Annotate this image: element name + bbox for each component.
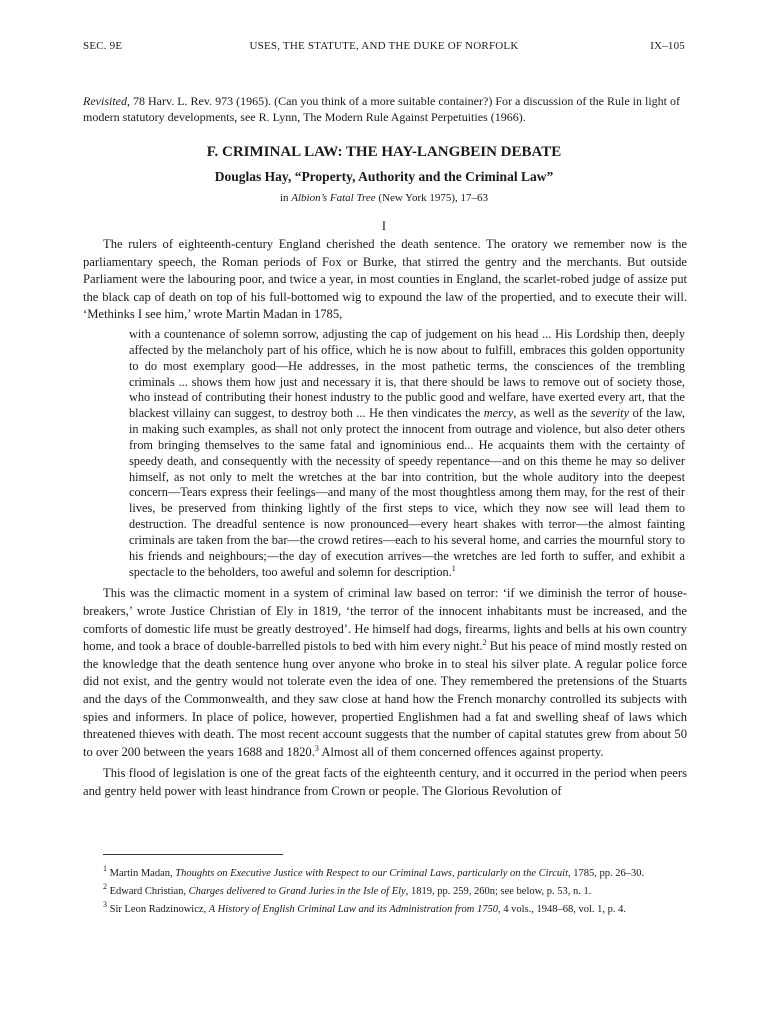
source-citation: in Albion’s Fatal Tree (New York 1975), 17–63: [279, 192, 489, 204]
source-title: Albion’s Fatal Tree: [291, 192, 376, 204]
madan-quote: with a countenance of solemn sorrow, adjusting the cap of judgement on his head ... His Lordship then, deeply affected by the melancholy part of his office, which he is now about to fulfill, embraces this golden opportunity to do most exemplary good—He addresses, in the most pathetic terms, the consciences of the trembling criminals ... shows them how just and necessary it is, that there should be laws to remove out of society those, who instead of contributing their honest industry to the public good and welfare, have exerted every art, that the blackest villainy can suggest, to destroy both ... He then vindicates the mercy, as well as the severity of the law, in making such examples, as shall not only protect the innocent from outrage and violence, but also deter others from bringing themselves to the same fatal and ignominious end... He acquaints them with the certainty of speedy death, and consequently with the necessity of speedy repentance—and on this theme he may so deliver himself, as not only to melt the wretches at the bar into contrition, but the whole auditory into the deepest concern—Tears express their feelings—and many of the most thoughtless among them may, for the rest of their lives, be preserved from thinking lightly of the first steps to vice, which they now see will lead them to destruction. The dreadful sentence is now pronounced—every heart shakes with terror—the almost fainting criminals are taken from the bar—the crowd retires—each to his several home, and carries the mournful story to his friends and neighbours;—the day of execution arrives—the wretches are led forth to suffer, and exhibit a spectacle to the beholders, too aweful and solemn for description.$^1$: [129, 326, 685, 579]
footnote-ref-3: 3: [314, 743, 319, 753]
footnote-ref-2: 2: [482, 638, 487, 648]
header-title: USES, THE STATUTE, AND THE DUKE OF NORFOLK: [249, 40, 519, 52]
footnote-ref-1: 1: [451, 563, 456, 573]
header-page-number: IX–105: [650, 40, 685, 52]
footnotes: [103, 865, 687, 919]
paragraph-3: This flood of legislation is one of the great facts of the eighteenth century, and it occurred in the period when peers and gentry held power with least hindrance from Crown or people. The Glorious Revolution of: [83, 766, 687, 798]
intro-paragraph: [83, 93, 685, 125]
quote-emphasis-severity: severity: [590, 406, 630, 421]
footnote-divider: [103, 854, 283, 855]
footnote-1: $^1$ Martin Madan, Thoughts on Executive Justice with Respect to our Criminal Laws, particularly on the Circuit, 1785, pp. 26–30.: [103, 864, 645, 879]
part-number: I: [381, 219, 387, 233]
section-title: F. CRIMINAL LAW: THE HAY-LANGBEIN DEBATE: [206, 144, 562, 160]
paragraph-2: This was the climactic moment in a system of criminal law based on terror: ‘if we diminish the terror of house-breakers,’ wrote Justice Christian of Ely in 1819, ‘the terror of the innocent inhabitants must be increased, and the comforts of domestic life must be greatly destroyed’. He himself had dogs, firearms, lights and bells at his own country home, and took a brace of double-barrelled pistols to bed with him every night.$^2$ But his peace of mind mostly rested on the knowledge that the death sentence hung over anyone who broke in to steal his silver plate. A regular police force did not exist, and the gentry would not tolerate even the idea of one. They remembered the pretensions of the Stuarts and the days of the Commonwealth, and they saw close at hand how the French monarchy controlled its subjects with spies and informers. In place of police, however, propertied Englishmen had a fat and swelling sheaf of laws which threatened thieves with death. The most recent account suggests that the number of capital statutes grew from about 50 to over 200 between the years 1688 and 1820.$^3$ Almost all of them concerned offences against property.: [83, 586, 687, 759]
header-section: SEC. 9E: [83, 40, 123, 52]
paragraph-1: The rulers of eighteenth-century England cherished the death sentence. The oratory we remember now is the parliamentary speech, the Roman periods of Fox or Burke, that stirred the gentry and the merchants. But outside Parliament were the labouring poor, and twice a year, in most counties in England, the scarlet-robed judge of assize put the black cap of death on top of his full-bottomed wig to expound the law of the propertied, and to execute their will. ‘Methinks I see him,’ wrote Martin Madan in 1785,: [83, 237, 687, 322]
quote-emphasis-mercy: mercy: [483, 406, 514, 421]
footnote-2: $^2$ Edward Christian, Charges delivered to Grand Juries in the Isle of Ely, 1819, pp. 259, 260n; see below, p. 53, n. 1.: [103, 882, 592, 897]
footnote-3: $^3$ Sir Leon Radzinowicz, A History of English Criminal Law and its Administration from 1750, 4 vols., 1948–68, vol. 1, p. 4.: [103, 900, 626, 915]
intro-text: , 78 Harv. L. Rev. 973 (1965). (Can you think of a more suitable container?) For a discussion of the Rule in light of modern statutory developments, see R. Lynn, The Modern Rule Against Perpetuities (1966).: [83, 94, 680, 124]
article-body: [83, 236, 687, 801]
intro-italic: Revisited: [83, 94, 127, 108]
article-subtitle: Douglas Hay, “Property, Authority and the Criminal Law”: [214, 169, 554, 184]
running-header: [83, 40, 685, 56]
